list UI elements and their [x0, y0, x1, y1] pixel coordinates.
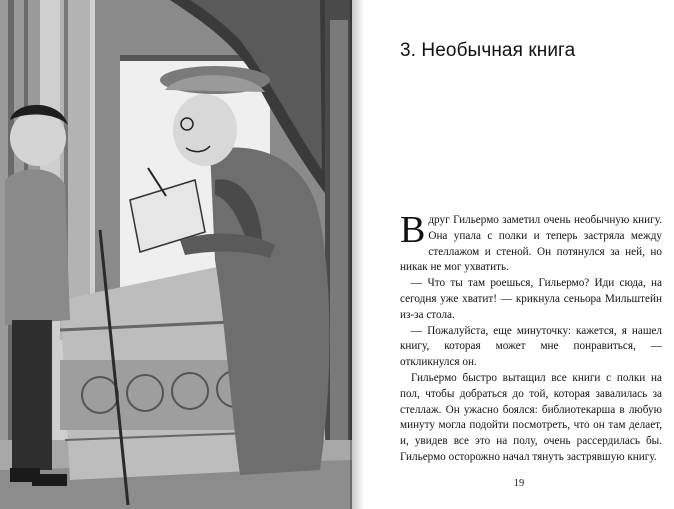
paragraph-3: — Пожалуйста, еще минуточку: кажется, я нашел книгу, которая может мне понравиться, — откликнулся он.: [400, 324, 662, 369]
drop-cap: В: [400, 209, 426, 251]
chapter-body: [400, 209, 662, 466]
gutter-shadow: [350, 0, 364, 509]
paragraph-2: — Что ты там роешься, Гильермо? Иди сюда, на сегодня уже хватит! — крикнула сеньора Мильштейн из-за стола.: [400, 277, 662, 321]
page-number: 19: [513, 478, 525, 489]
chapter-title: 3. Необычная книга: [400, 40, 576, 61]
paragraph-1-text: друг Гильермо заметил очень необычную книгу. Она упала с полки и теперь застряла между стеллажом и стеной. Он потянулся за ней, но никак не мог ухватить.: [400, 214, 662, 274]
paragraph-4: Гильермо быстро вытащил все книги с полки на пол, чтобы добраться до той, которая завалилась за стеллаж. Он ужасно боялся: библиотекарша в любую минуту могла подойти посмотреть, что он там делает, и, увидев все это на полу, очень рассердилась бы. Гильермо осторожно начал тянуть застрявшую книгу.: [400, 371, 662, 463]
paragraph-1: [400, 209, 662, 276]
text-page: [364, 0, 674, 509]
